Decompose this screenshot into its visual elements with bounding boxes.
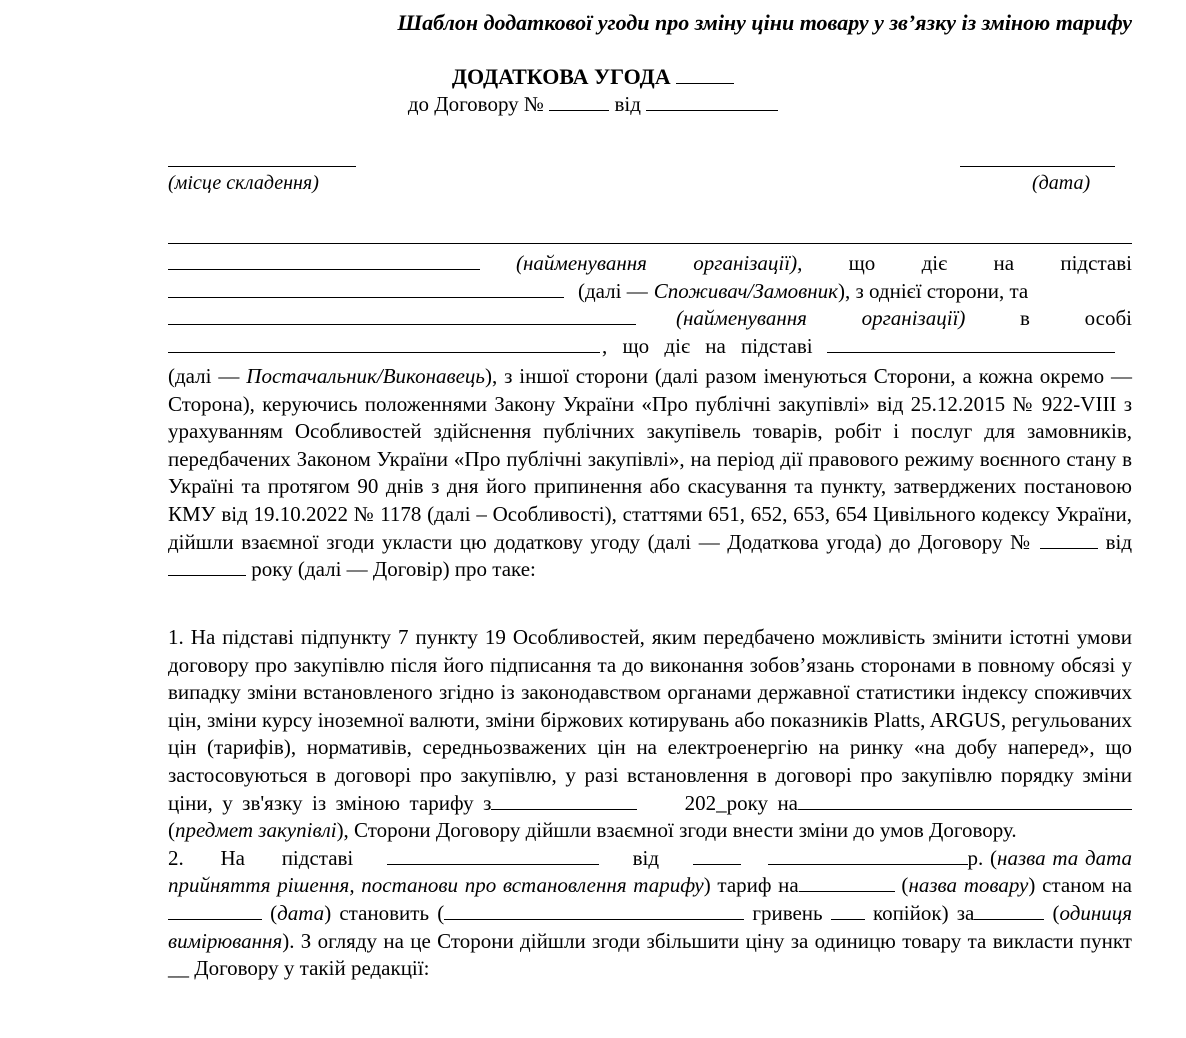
decision-blank[interactable] [387, 847, 599, 865]
product-blank[interactable] [799, 874, 895, 892]
preamble-row-2 [168, 278, 1132, 306]
date-caption: (дата) [1032, 172, 1091, 194]
clause2-product: назва товару [908, 873, 1029, 898]
contract-date-blank[interactable] [646, 93, 778, 111]
agreement-heading [0, 64, 1186, 90]
clause-1: 1. На підставі підпункту 7 пункту 19 Особливостей, яким передбачено можливість змінити істотні умови договору про закупівлю після його підписання та до виконання зобов’язань сторонами в повному обсязі у випадку зміни встановленого згідно із законодавством органами державної статистики індексу споживчих цін, зміни курсу іноземної валюти, зміни біржових котирувань або показників Platts, ARGUS, регульованих цін (тарифів), нормативів, середньозважених цін на електроенергію на ринку «на добу наперед», що застосовуються в договорі про закупівлю, у разі встановлення в договорі про закупівлю порядку зміни ціни, у зв'язку із зміною тарифу з 202_року на (предмет закупівлі), Сторони Договору дійшли взаємної згоди внести зміни до умов Договору. [168, 625, 1132, 843]
preamble-row-4 [168, 333, 1132, 361]
clause2-r: р. ( [967, 845, 998, 870]
clause2-uah: гривень [752, 900, 823, 925]
row1-word-b: організації), [693, 251, 803, 275]
clause2-date: дата [277, 900, 325, 925]
clause2-start: 2. На підставі [168, 845, 354, 870]
para-from: від [1105, 529, 1133, 554]
para-open: (далі — [168, 364, 247, 388]
preamble-parties [168, 250, 1132, 360]
org-blank-2[interactable] [168, 324, 636, 325]
clause1-subject: предмет закупівлі [175, 818, 337, 843]
template-title: Шаблон додаткової угоди про зміну ціни товару у зв’язку із зміною тарифу [397, 10, 1132, 35]
clauses [168, 624, 1132, 983]
para-end: року (далі — Договір) про таке: [251, 557, 536, 582]
basis-blank-2[interactable] [168, 297, 564, 298]
row3-word-d: особі [1084, 306, 1132, 331]
clause-2: 2. На підставі від р. (назва та дата прийняття рішення, постанови про встановлення тарифу) тариф на (назва товару) станом на (дата) становить ( гривень копійок) за (одиниця вимірювання). З огляду на це Сторони дійшли згоди збільшити ціну за одиницю товару та викласти пункт __ Договору у такій редакції: [168, 845, 1133, 981]
para-body: ), з іншої сторони (далі разом іменуються Сторони, а кожна окремо — Сторона), керуючись положеннями Закону України «Про публічні закупівлі» від 25.12.2015 № 922-VIII з урахуванням Особливостей здійснення публічних закупівель товарів, робіт і послуг для замовників, передбачених Законом України «Про публічні закупівлі», на період дії правового режиму воєнного стану в Україні та протягом 90 днів з дня його припинення або скасування та пункту, затверджених постановою КМУ від 19.10.2022 № 1178 (далі – Особливості), статтями 651, 652, 653, 654 Цивільного кодексу України, дійшли взаємної згоди укласти цю додаткову угоду (далі — Додаткова угода) до Договору № [168, 364, 1132, 554]
contract-date-label: від [614, 92, 641, 116]
agreement-number-blank[interactable] [676, 66, 734, 84]
clause1-text: 1. На підставі підпункту 7 пункту 19 Особливостей, яким передбачено можливість змінити істотні умови договору про закупівлю після його підписання та до виконання зобов’язань сторонами в повному обсязі у випадку зміни встановленого згідно із законодавством органами державної статистики індексу споживчих цін, зміни курсу іноземної валюти, зміни біржових котирувань або показників Platts, ARGUS, регульованих цін (тарифів), нормативів, середньозважених цін на електроенергію на ринку «на добу наперед», що застосовуються в договорі про закупівлю, у разі встановлення в договорі про закупівлю порядку зміни ціни, у зв'язку із зміною тарифу з [168, 625, 1132, 815]
clause1-year: 202_року на [684, 790, 799, 815]
clause2-for: за [956, 900, 975, 925]
preamble-row-3 [168, 305, 1132, 333]
row3-word-c: в [1020, 306, 1030, 331]
clause2-kop: копійок) [872, 900, 949, 925]
decision-no-blank[interactable] [693, 847, 741, 865]
clause2-costs: ) становить ( [324, 900, 445, 925]
place-blank[interactable] [168, 166, 356, 167]
price-blank[interactable] [444, 902, 744, 920]
place-caption: (місце складення) [168, 172, 319, 194]
tariff-date-blank[interactable] [491, 792, 637, 810]
row1-word-d: діє [921, 251, 948, 275]
clause2-as-of: ) станом на [1028, 873, 1133, 898]
clause1-tail: ), Сторони Договору дійшли взаємної згоди внести зміни до умов Договору. [336, 818, 1017, 843]
representative-blank[interactable] [168, 352, 600, 353]
clause2-tariff-on: ) тариф на [703, 873, 799, 898]
preamble-row-1 [168, 250, 1132, 278]
clause2-unit: одиниця вимірювання [168, 900, 1133, 953]
as-of-date-blank[interactable] [168, 902, 262, 920]
preamble-paragraph [168, 363, 1132, 584]
preamble-text [168, 363, 1132, 584]
row1-word-e: на [993, 251, 1015, 275]
row1-word-c: що [848, 251, 876, 275]
contract-number-label: до Договору № [407, 92, 544, 116]
date-blank[interactable] [960, 166, 1115, 167]
clause2-decision-desc: назва та дата прийняття рішення, постанови про встановлення тарифу [168, 845, 1133, 898]
organization-blank[interactable] [168, 243, 1132, 244]
agreement-subheading [0, 92, 1186, 117]
supplier-role: Постачальник/Виконавець [246, 364, 485, 388]
decision-date-blank[interactable] [768, 847, 968, 865]
row2-word-a: (далі — [578, 278, 648, 303]
row1-word-a: (найменування [516, 251, 647, 275]
row3-word-b: організації) [861, 306, 966, 331]
contract-no-blank-2[interactable] [1040, 531, 1098, 549]
basis-blank-1[interactable] [168, 269, 480, 270]
basis-blank-3[interactable] [827, 333, 1115, 353]
unit-blank[interactable] [974, 902, 1044, 920]
row2-consumer: Споживач/Замовник [653, 278, 838, 303]
row3-word-a: (найменування [676, 306, 807, 331]
heading-text: ДОДАТКОВА УГОДА [451, 64, 671, 89]
row2-tail: ), з однієї сторони, та [837, 278, 1029, 303]
contract-date-blank-2[interactable] [168, 558, 246, 576]
clause2-from: від [632, 845, 659, 870]
contract-number-blank[interactable] [549, 93, 609, 111]
clause2-end: ). З огляду на це Сторони дійшли згоди збільшити ціну за одиницю товару та викласти пункт __ Договору у такій редакції: [168, 928, 1132, 981]
subject-blank[interactable] [798, 792, 1132, 810]
kop-blank[interactable] [831, 902, 865, 920]
row1-word-f: підставі [1060, 251, 1132, 275]
row4-text: , що діє на підставі [602, 333, 813, 358]
